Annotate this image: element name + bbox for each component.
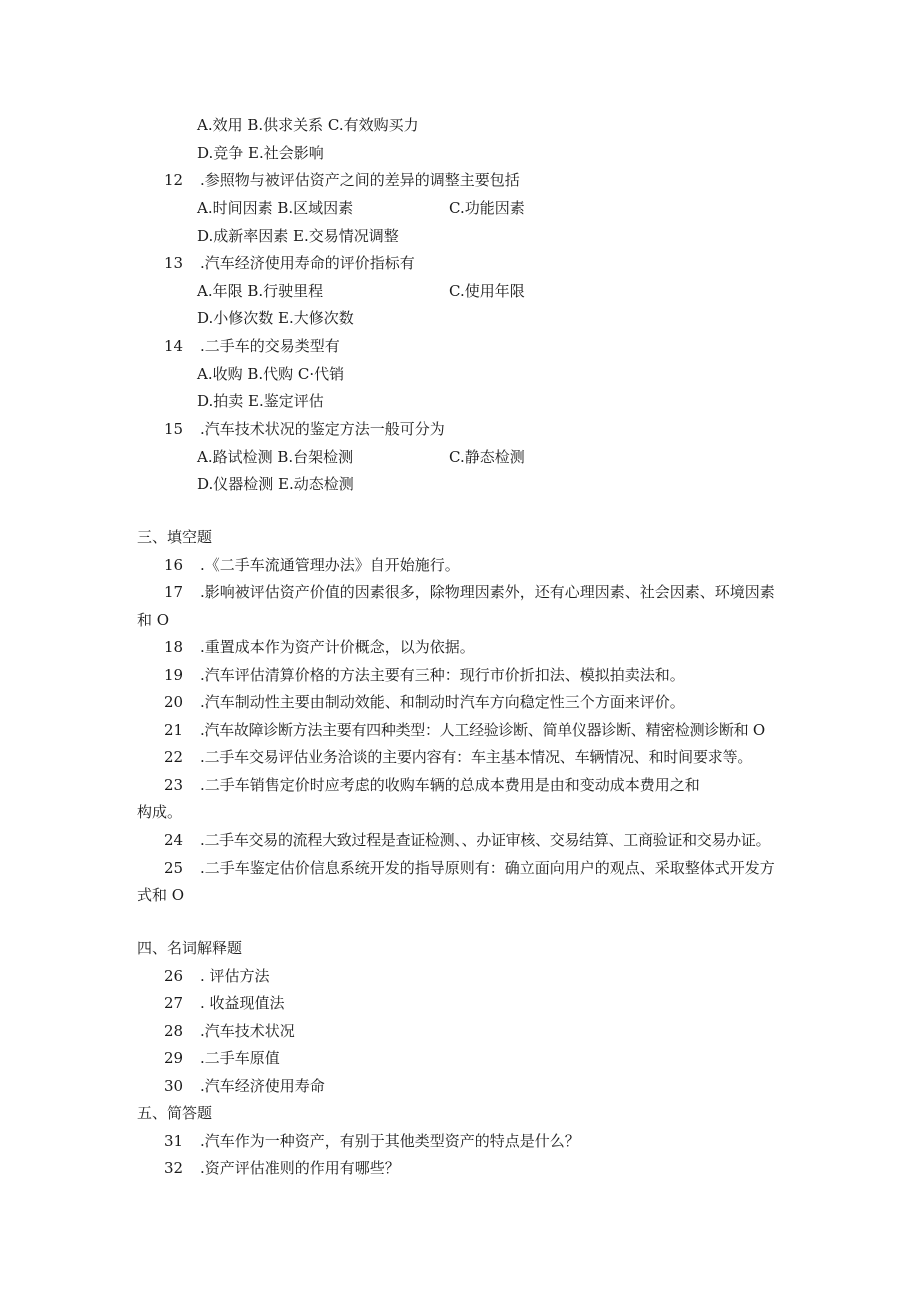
- question-number: 19: [164, 666, 184, 684]
- question-text: .汽车技术状况的鉴定方法一般可分为: [200, 420, 445, 438]
- question-text: .二手车销售定价时应考虑的收购车辆的总成本费用是由和变动成本费用之和: [200, 776, 700, 794]
- term-question: [164, 1076, 325, 1096]
- option-line: [197, 198, 353, 218]
- question-15: [164, 419, 445, 439]
- fill-question: [164, 858, 775, 878]
- question-number: 22: [164, 748, 184, 766]
- question-number: 13: [164, 254, 184, 272]
- fill-question: [164, 555, 460, 575]
- question-continuation: 构成。: [137, 803, 183, 821]
- fill-question: [164, 775, 700, 795]
- fill-question: [164, 692, 685, 712]
- question-text: .二手车交易评估业务洽谈的主要内容有：车主基本情况、车辆情况、和时间要求等。: [200, 748, 753, 766]
- question-text: .汽车经济使用寿命的评价指标有: [200, 254, 415, 272]
- question-number: 31: [164, 1132, 184, 1150]
- question-text: .二手车交易的流程大致过程是查证检测、、办证审核、交易结算、工商验证和交易办证。: [200, 831, 771, 849]
- question-number: 28: [164, 1022, 184, 1040]
- question-text: .汽车技术状况: [200, 1022, 295, 1040]
- question-number: 26: [164, 967, 184, 985]
- short-answer-question: [164, 1131, 580, 1151]
- option-text: A.效用 B.供求关系 C.有效购买力: [197, 116, 419, 134]
- question-number: 16: [164, 556, 184, 574]
- option-text: A.收购 B.代购 C·代销: [197, 365, 345, 383]
- question-number: 25: [164, 859, 184, 877]
- question-14: [164, 336, 340, 356]
- section-title: 三、填空题: [137, 528, 213, 546]
- question-text: . 评估方法: [200, 967, 270, 985]
- question-text: .汽车作为一种资产，有别于其他类型资产的特点是什么？: [200, 1132, 580, 1150]
- option-c: [449, 198, 525, 218]
- question-number: 18: [164, 638, 184, 656]
- option-line: [197, 447, 353, 467]
- question-number: 24: [164, 831, 184, 849]
- term-question: [164, 1021, 295, 1041]
- option-text: D.仪器检测 E.动态检测: [197, 475, 354, 493]
- question-number: 32: [164, 1159, 184, 1177]
- option-line: [197, 308, 354, 328]
- option-text: C.功能因素: [449, 199, 525, 217]
- question-number: 20: [164, 693, 184, 711]
- question-number: 29: [164, 1049, 184, 1067]
- question-number: 23: [164, 776, 184, 794]
- question-text: . 收益现值法: [200, 994, 285, 1012]
- question-13: [164, 253, 415, 273]
- section-title: 四、名词解释题: [137, 939, 243, 957]
- fill-question: [164, 637, 475, 657]
- fill-question: [164, 582, 775, 602]
- question-number: 27: [164, 994, 184, 1012]
- option-line: [197, 281, 323, 301]
- fill-question: [164, 830, 770, 850]
- option-line: [197, 143, 324, 163]
- fill-question: [164, 665, 685, 685]
- term-question: [164, 966, 270, 986]
- term-question: [164, 1048, 280, 1068]
- term-question: [164, 993, 285, 1013]
- option-text: D.竞争 E.社会影响: [197, 144, 324, 162]
- option-text: A.路试检测 B.台架检测: [197, 448, 354, 466]
- option-text: D.小修次数 E.大修次数: [197, 309, 354, 327]
- question-text: .二手车的交易类型有: [200, 337, 340, 355]
- question-number: 17: [164, 583, 184, 601]
- question-text: .影响被评估资产价值的因素很多，除物理因素外，还有心理因素、社会因素、环境因素: [200, 583, 775, 601]
- option-c: [449, 281, 525, 301]
- question-number: 14: [164, 337, 184, 355]
- option-line: [197, 364, 344, 384]
- question-text: .资产评估准则的作用有哪些？: [200, 1159, 400, 1177]
- question-12: [164, 170, 520, 190]
- option-line: [197, 391, 324, 411]
- question-text: .《二手车流通管理办法》自开始施行。: [200, 556, 460, 574]
- question-continuation: 式和 O: [137, 886, 185, 904]
- question-text: .汽车评估清算价格的方法主要有三种：现行市价折扣法、模拟拍卖法和。: [200, 666, 685, 684]
- question-number: 30: [164, 1077, 184, 1095]
- question-number: 12: [164, 171, 184, 189]
- question-text: .汽车制动性主要由制动效能、和制动时汽车方向稳定性三个方面来评价。: [200, 693, 685, 711]
- option-text: C.使用年限: [449, 282, 525, 300]
- question-text: .汽车经济使用寿命: [200, 1077, 325, 1095]
- fill-question: [164, 747, 752, 767]
- option-text: A.时间因素 B.区域因素: [197, 199, 354, 217]
- question-text: .二手车鉴定估价信息系统开发的指导原则有：确立面向用户的观点、采取整体式开发方: [200, 859, 775, 877]
- option-text: A.年限 B.行驶里程: [197, 282, 324, 300]
- question-continuation: 和 O: [137, 611, 170, 629]
- option-line: [197, 115, 419, 135]
- short-answer-question: [164, 1158, 400, 1178]
- question-text: .二手车原值: [200, 1049, 280, 1067]
- option-line: [197, 474, 354, 494]
- option-c: [449, 447, 525, 467]
- option-text: D.成新率因素 E.交易情况调整: [197, 227, 399, 245]
- question-text: .参照物与被评估资产之间的差异的调整主要包括: [200, 171, 520, 189]
- option-text: C.静态检测: [449, 448, 525, 466]
- question-number: 21: [164, 721, 184, 739]
- option-line: [197, 226, 399, 246]
- section-title: 五、简答题: [137, 1104, 213, 1122]
- question-text: .汽车故障诊断方法主要有四种类型：人工经验诊断、简单仪器诊断、精密检测诊断和 O: [200, 721, 765, 739]
- option-text: D.拍卖 E.鉴定评估: [197, 392, 324, 410]
- fill-question: [164, 720, 765, 740]
- question-text: .重置成本作为资产计价概念，以为依据。: [200, 638, 475, 656]
- question-number: 15: [164, 420, 184, 438]
